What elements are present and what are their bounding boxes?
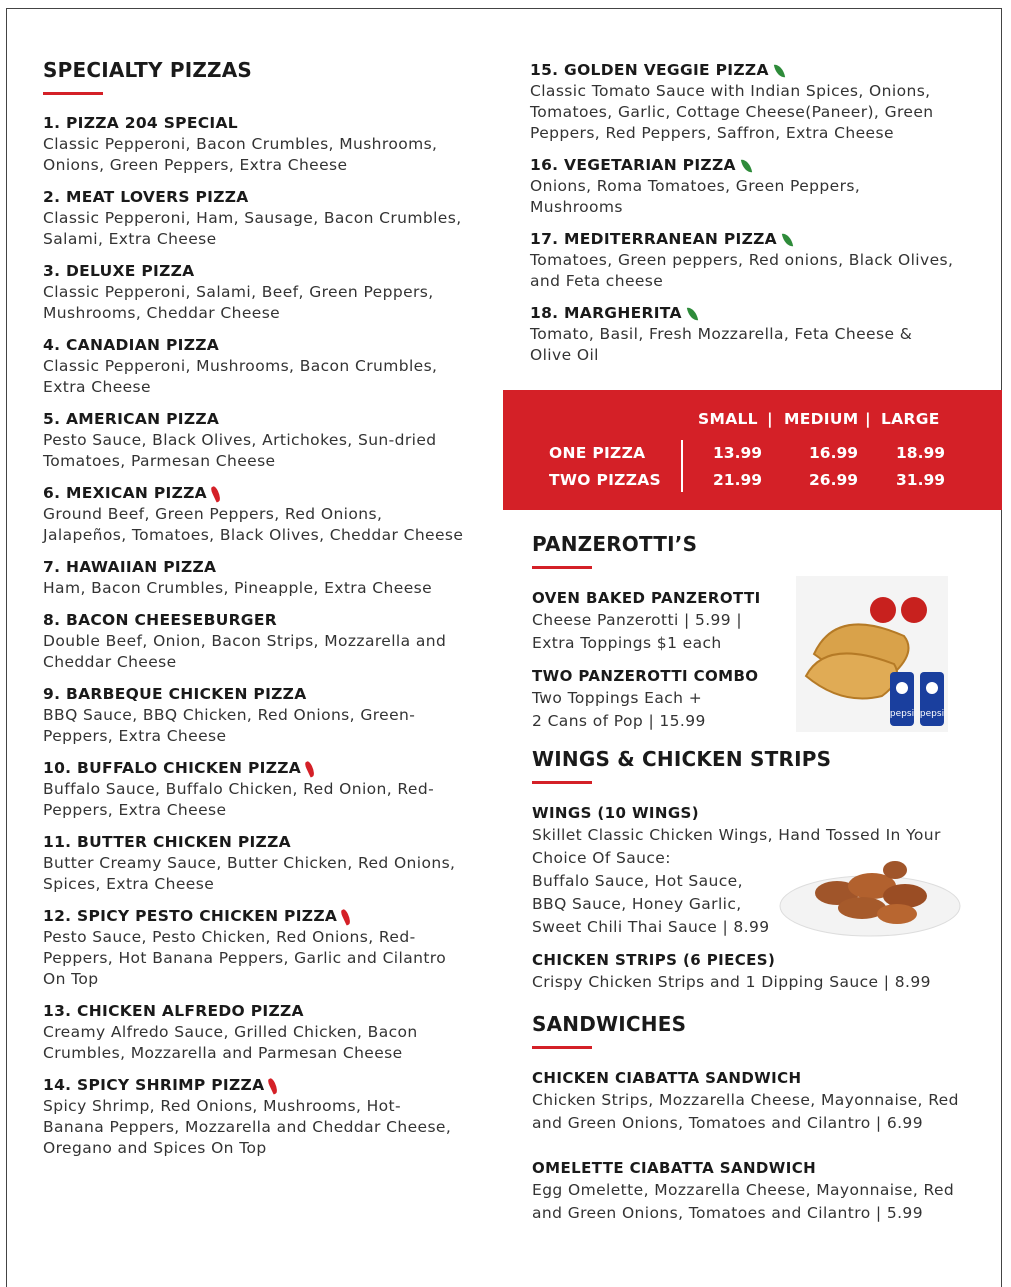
menu-item-description: Tomatoes, Garlic, Cottage Cheese(Paneer), Green	[530, 103, 934, 121]
menu-item	[43, 483, 493, 546]
menu-item-description: 2 Cans of Pop | 15.99	[532, 712, 706, 730]
title-underline	[532, 781, 592, 784]
menu-item-description: and Feta cheese	[530, 272, 664, 290]
price-row-label: TWO PIZZAS	[549, 471, 662, 489]
menu-item	[43, 113, 493, 176]
menu-item-title: 4. CANADIAN PIZZA	[43, 336, 220, 354]
pop-logo-icon	[896, 682, 908, 694]
pop-can-label: pepsi	[889, 709, 915, 719]
menu-item-title: 6. MEXICAN PIZZA	[43, 484, 207, 502]
menu-item-description: Spices, Extra Cheese	[43, 875, 215, 893]
menu-item-description: Banana Peppers, Mozzarella and Cheddar Cheese,	[43, 1118, 452, 1136]
menu-item-title: 1. PIZZA 204 SPECIAL	[43, 114, 238, 132]
price-value: 26.99	[809, 471, 859, 489]
menu-item	[43, 557, 493, 599]
price-divider	[681, 440, 683, 492]
menu-item-name	[43, 113, 493, 134]
menu-item-description: Peppers, Red Peppers, Saffron, Extra Cheese	[530, 124, 894, 142]
menu-item-description: Ground Beef, Green Peppers, Red Onions,	[43, 505, 383, 523]
menu-item-name: OVEN BAKED PANZEROTTI	[532, 589, 761, 607]
menu-item-description: Choice Of Sauce:	[532, 849, 671, 867]
menu-item-title: 11. BUTTER CHICKEN PIZZA	[43, 833, 291, 851]
menu-item-description: Egg Omelette, Mozzarella Cheese, Mayonnaise, Red	[532, 1181, 955, 1199]
vegetarian-leaf-icon	[741, 158, 752, 173]
menu-item-description: On Top	[43, 970, 99, 988]
menu-item	[43, 409, 493, 472]
menu-item-description: Jalapeños, Tomatoes, Black Olives, Cheddar Cheese	[43, 526, 464, 544]
section-title: WINGS & CHICKEN STRIPS	[532, 747, 832, 771]
menu-item	[43, 1075, 493, 1159]
menu-item-name	[43, 261, 493, 282]
sandwich-list	[532, 1067, 982, 1225]
spicy-chili-icon	[304, 760, 316, 777]
price-value: 21.99	[713, 471, 763, 489]
spicy-chili-icon	[210, 485, 222, 502]
menu-item-description: Peppers, Extra Cheese	[43, 801, 227, 819]
menu-item-name: CHICKEN CIABATTA SANDWICH	[532, 1069, 802, 1087]
menu-item-name: WINGS (10 WINGS)	[532, 804, 700, 822]
menu-item-name	[43, 758, 493, 779]
menu-item-name	[530, 60, 970, 81]
pop-can-label: pepsi	[919, 709, 945, 719]
specialty-pizzas-section	[43, 58, 493, 1170]
menu-item-name	[43, 610, 493, 631]
menu-item-description: Onions, Green Peppers, Extra Cheese	[43, 156, 348, 174]
menu-item-title: 3. DELUXE PIZZA	[43, 262, 195, 280]
menu-item-description: Skillet Classic Chicken Wings, Hand Tossed In Your	[532, 826, 941, 844]
menu-item-description: Classic Tomato Sauce with Indian Spices, Onions,	[530, 82, 931, 100]
spicy-chili-icon	[340, 908, 352, 925]
menu-item-title: 13. CHICKEN ALFREDO PIZZA	[43, 1002, 304, 1020]
menu-item-description: Tomatoes, Parmesan Cheese	[43, 452, 276, 470]
menu-item	[530, 303, 970, 366]
menu-item-description: Double Beef, Onion, Bacon Strips, Mozzarella and	[43, 632, 447, 650]
price-header-small: SMALL	[698, 410, 758, 428]
wing-icon	[877, 904, 917, 924]
veggie-pizzas-section	[530, 60, 970, 377]
sauce-cup-icon	[901, 597, 927, 623]
title-underline	[43, 92, 103, 95]
sauce-cup-icon	[870, 597, 896, 623]
price-value: 16.99	[809, 444, 859, 462]
menu-item	[532, 1157, 982, 1225]
menu-item-title: 8. BACON CHEESEBURGER	[43, 611, 277, 629]
price-value: 31.99	[896, 471, 946, 489]
menu-item-description: Extra Cheese	[43, 378, 151, 396]
menu-item-name	[43, 335, 493, 356]
section-title: SANDWICHES	[532, 1012, 687, 1036]
title-underline	[532, 566, 592, 569]
menu-item-description: BBQ Sauce, BBQ Chicken, Red Onions, Green-	[43, 706, 416, 724]
menu-item-name	[43, 187, 493, 208]
menu-item-description: Pesto Sauce, Pesto Chicken, Red Onions, Red-	[43, 928, 416, 946]
menu-item-description: Creamy Alfredo Sauce, Grilled Chicken, Bacon	[43, 1023, 418, 1041]
menu-item-name	[530, 229, 970, 250]
menu-item-title: 10. BUFFALO CHICKEN PIZZA	[43, 759, 302, 777]
menu-item-title: 7. HAWAIIAN PIZZA	[43, 558, 217, 576]
menu-item	[530, 60, 970, 144]
menu-item-description: Crispy Chicken Strips and 1 Dipping Sauce | 8.99	[532, 973, 931, 991]
price-table	[503, 390, 1002, 510]
wing-icon	[883, 861, 907, 879]
menu-item-description: Buffalo Sauce, Hot Sauce,	[532, 872, 743, 890]
menu-item-title: 9. BARBEQUE CHICKEN PIZZA	[43, 685, 307, 703]
menu-item-description: Crumbles, Mozzarella and Parmesan Cheese	[43, 1044, 403, 1062]
menu-item-description: Mushrooms	[530, 198, 623, 216]
menu-item-name	[43, 483, 493, 504]
menu-item-title: 16. VEGETARIAN PIZZA	[530, 156, 736, 174]
menu-item-description: and Green Onions, Tomatoes and Cilantro | 6.99	[532, 1114, 923, 1132]
menu-item-title: 18. MARGHERITA	[530, 304, 682, 322]
menu-item-name	[43, 832, 493, 853]
menu-item	[532, 587, 802, 655]
menu-item-title: 17. MEDITERRANEAN PIZZA	[530, 230, 777, 248]
vegetarian-leaf-icon	[774, 63, 785, 78]
vegetarian-leaf-icon	[782, 232, 793, 247]
pizza-list	[43, 113, 493, 1159]
menu-item-name	[530, 155, 970, 176]
panzerotti-illustration	[796, 576, 948, 732]
price-header-sep: |	[767, 410, 773, 428]
menu-item-description: Sweet Chili Thai Sauce | 8.99	[532, 918, 770, 936]
menu-item-description: Mushrooms, Cheddar Cheese	[43, 304, 281, 322]
menu-item-description: Peppers, Hot Banana Peppers, Garlic and Cilantro	[43, 949, 447, 967]
menu-item	[532, 1067, 982, 1135]
menu-item-description: and Green Onions, Tomatoes and Cilantro | 5.99	[532, 1204, 923, 1222]
menu-item-name	[43, 409, 493, 430]
menu-item-title: 5. AMERICAN PIZZA	[43, 410, 220, 428]
price-header-sep: |	[865, 410, 871, 428]
menu-item-title: 15. GOLDEN VEGGIE PIZZA	[530, 61, 769, 79]
menu-item-name: OMELETTE CIABATTA SANDWICH	[532, 1159, 817, 1177]
menu-item-description: Salami, Extra Cheese	[43, 230, 217, 248]
menu-item-name	[43, 557, 493, 578]
menu-item	[530, 155, 970, 218]
menu-item	[43, 758, 493, 821]
menu-item-name	[43, 684, 493, 705]
wings-illustration	[777, 848, 963, 940]
menu-item-description: Classic Pepperoni, Ham, Sausage, Bacon Crumbles,	[43, 209, 462, 227]
pop-logo-icon	[926, 682, 938, 694]
menu-item	[43, 261, 493, 324]
menu-item-name	[530, 303, 970, 324]
menu-item-name: CHICKEN STRIPS (6 PIECES)	[532, 951, 776, 969]
panzerotti-list	[532, 587, 802, 733]
menu-item	[43, 1001, 493, 1064]
menu-item-description: Buffalo Sauce, Buffalo Chicken, Red Onion, Red-	[43, 780, 435, 798]
section-title: PANZEROTTI’S	[532, 532, 698, 556]
price-row-label: ONE PIZZA	[549, 444, 646, 462]
menu-item-description: Oregano and Spices On Top	[43, 1139, 267, 1157]
veggie-pizza-list	[530, 60, 970, 366]
title-underline	[532, 1046, 592, 1049]
menu-item-description: Pesto Sauce, Black Olives, Artichokes, Sun-dried	[43, 431, 437, 449]
menu-item-description: Classic Pepperoni, Mushrooms, Bacon Crumbles,	[43, 357, 438, 375]
menu-item-description: Peppers, Extra Cheese	[43, 727, 227, 745]
menu-item-description: Classic Pepperoni, Bacon Crumbles, Mushrooms,	[43, 135, 438, 153]
menu-item-name: TWO PANZEROTTI COMBO	[532, 667, 759, 685]
menu-item-description: Two Toppings Each +	[532, 689, 703, 707]
menu-item-description: Olive Oil	[530, 346, 599, 364]
menu-item	[43, 684, 493, 747]
wing-icon	[883, 884, 927, 908]
menu-item-title: 2. MEAT LOVERS PIZZA	[43, 188, 249, 206]
menu-item	[43, 832, 493, 895]
menu-item-description: Tomato, Basil, Fresh Mozzarella, Feta Cheese &	[530, 325, 913, 343]
menu-item-description: Cheddar Cheese	[43, 653, 177, 671]
menu-item	[43, 906, 493, 990]
menu-item-description: Butter Creamy Sauce, Butter Chicken, Red Onions,	[43, 854, 456, 872]
menu-item-name	[43, 1075, 493, 1096]
menu-item	[43, 335, 493, 398]
menu-item-description: Tomatoes, Green peppers, Red onions, Black Olives,	[530, 251, 954, 269]
menu-item-description: Classic Pepperoni, Salami, Beef, Green Peppers,	[43, 283, 434, 301]
menu-item-description: Onions, Roma Tomatoes, Green Peppers,	[530, 177, 861, 195]
menu-item-name	[43, 906, 493, 927]
menu-item	[530, 229, 970, 292]
menu-item-description: Extra Toppings $1 each	[532, 634, 722, 652]
menu-item-title: 14. SPICY SHRIMP PIZZA	[43, 1076, 265, 1094]
spicy-chili-icon	[267, 1077, 279, 1094]
menu-item	[532, 665, 802, 733]
panzerotti-photo	[796, 576, 948, 732]
menu-item	[532, 949, 982, 994]
panzerotti-icon	[806, 653, 897, 698]
price-header-medium: MEDIUM	[784, 410, 859, 428]
menu-item-description: Chicken Strips, Mozzarella Cheese, Mayonnaise, Red	[532, 1091, 959, 1109]
section-title: SPECIALTY PIZZAS	[43, 58, 253, 82]
menu-item-title: 12. SPICY PESTO CHICKEN PIZZA	[43, 907, 338, 925]
menu-item-name	[43, 1001, 493, 1022]
menu-item	[43, 610, 493, 673]
price-value: 13.99	[713, 444, 763, 462]
menu-item-description: Ham, Bacon Crumbles, Pineapple, Extra Cheese	[43, 579, 433, 597]
vegetarian-leaf-icon	[687, 306, 698, 321]
menu-item	[43, 187, 493, 250]
price-value: 18.99	[896, 444, 946, 462]
wings-photo	[777, 848, 963, 940]
menu-item-description: Spicy Shrimp, Red Onions, Mushrooms, Hot-	[43, 1097, 402, 1115]
price-header-large: LARGE	[881, 410, 940, 428]
menu-item-description: Cheese Panzerotti | 5.99 |	[532, 611, 743, 629]
menu-item-description: BBQ Sauce, Honey Garlic,	[532, 895, 742, 913]
